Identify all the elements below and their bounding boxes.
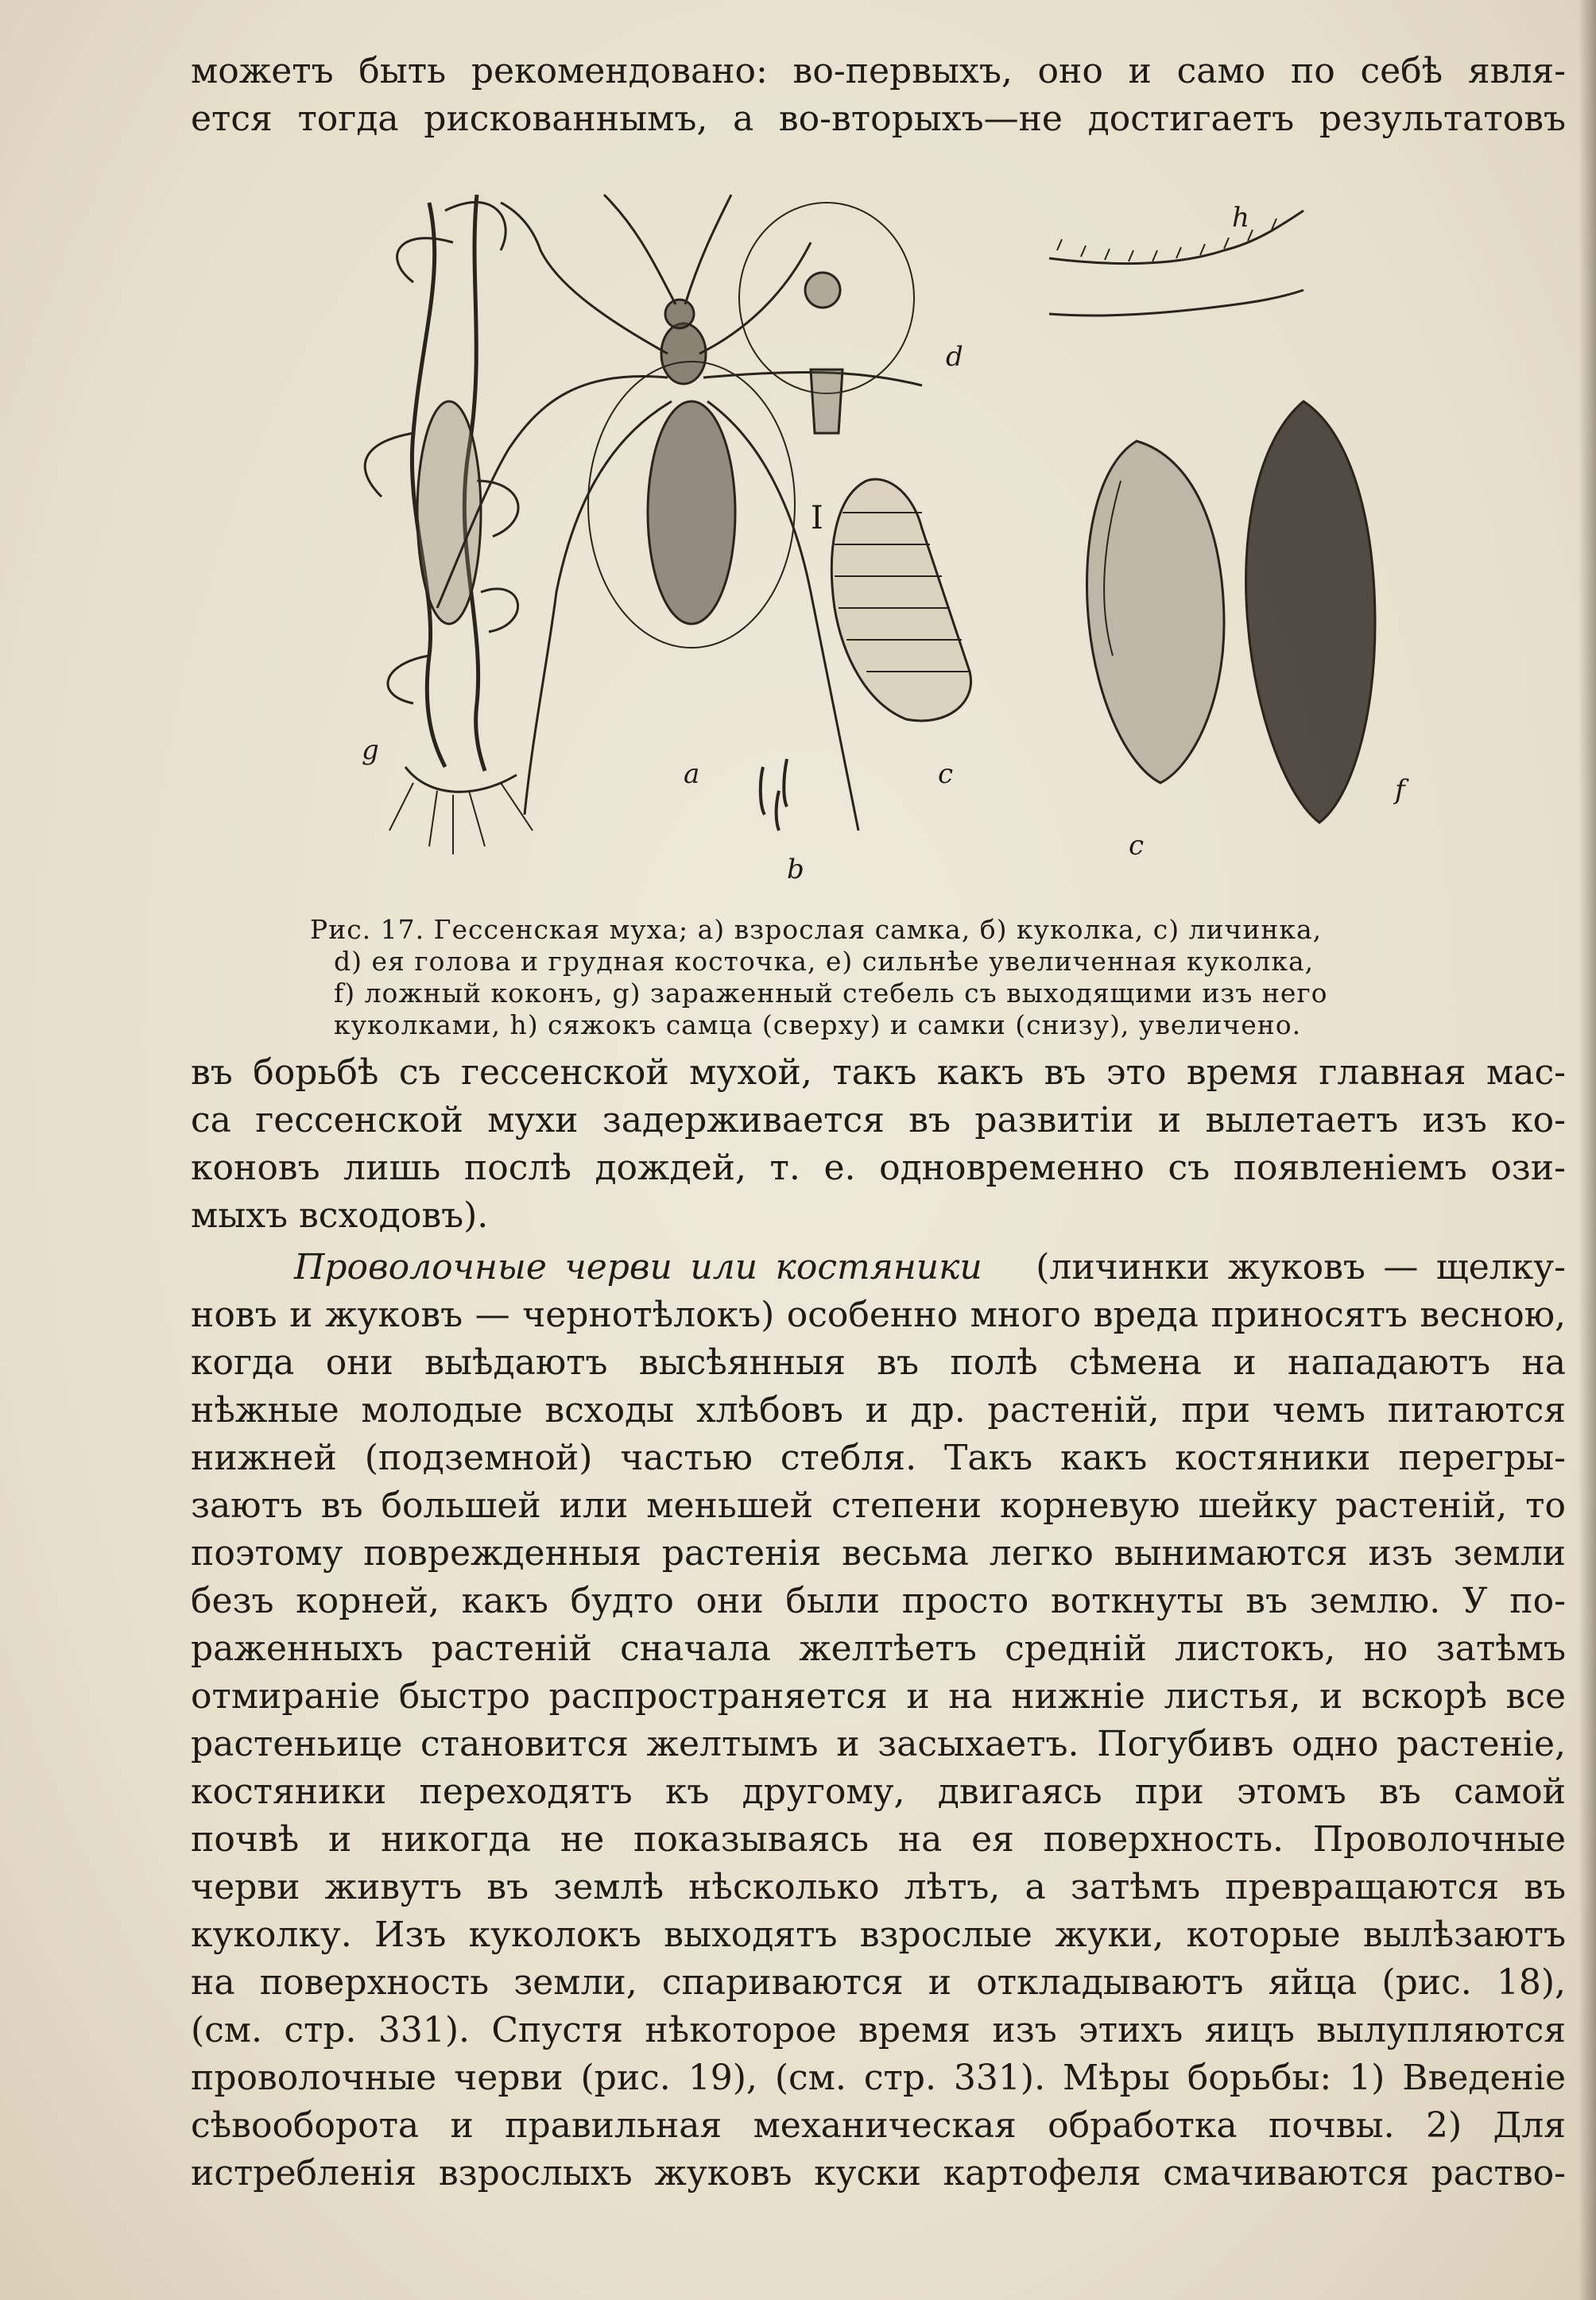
text-line: нѣжные молодые всходы хлѣбовъ и др. растеній, при чемъ питаются — [191, 1390, 1566, 1431]
text-line: безъ корней, какъ будто они были просто воткнуты въ землю. У по- — [191, 1581, 1566, 1621]
text-line: истребленія взрослыхъ жуковъ куски картофеля смачиваются раство- — [191, 2153, 1566, 2194]
book-spine-shadow — [1579, 0, 1596, 2300]
text-line: нижней (подземной) частью стебля. Такъ какъ костяники перегры- — [191, 1438, 1566, 1478]
figure-label-b: b — [787, 854, 804, 885]
caption-line: куколками, h) сяжокъ самца (сверху) и самки (снизу), увеличено. — [334, 1009, 1302, 1040]
figure-label-d: d — [946, 341, 963, 373]
text-line: въ борьбѣ съ гессенской мухой, такъ какъ въ это время главная мас- — [191, 1052, 1566, 1093]
figure-label-c-pupa: c — [1129, 830, 1145, 862]
body-paragraph-wireworms — [191, 1244, 1566, 2197]
text-line: сѣвооборота и правильная механическая обработка почвы. 2) Для — [191, 2105, 1566, 2146]
figure-label-f: f — [1395, 774, 1405, 806]
text-line: растеньице становится желтымъ и засыхаетъ. Погубивъ одно растеніе, — [191, 1724, 1566, 1764]
text-line: поэтому поврежденныя растенія весьма легко вынимаются изъ земли — [191, 1533, 1566, 1574]
text-line: костяники переходятъ къ другому, двигаясь при этомъ въ самой — [191, 1771, 1566, 1812]
figure-label-h: h — [1232, 202, 1249, 234]
paragraph-first-line — [191, 1244, 1566, 1291]
text-line: можетъ быть рекомендовано: во-первыхъ, оно и само по себѣ явля- — [191, 51, 1566, 91]
section-title: Проволочные черви или костяники — [294, 1247, 982, 1287]
figure-label-g: g — [362, 734, 379, 766]
text-line: са гессенской мухи задерживается въ развитіи и вылетаетъ изъ ко- — [191, 1100, 1566, 1140]
text-line: отмираніе быстро распространяется и на нижніе листья, и вскорѣ все — [191, 1676, 1566, 1717]
text-line: новъ и жуковъ — чернотѣлокъ) особенно много вреда приносятъ весною, — [191, 1295, 1566, 1335]
text-line: (см. стр. 331). Спустя нѣкоторое время изъ этихъ яицъ вылупляются — [191, 2010, 1566, 2050]
top-paragraph — [191, 48, 1566, 143]
figure-label-c-larva: c — [938, 758, 954, 790]
caption-line: f) ложный коконъ, g) зараженный стебель съ выходящими изъ него — [334, 978, 1328, 1009]
figure-scale-mark: I — [811, 500, 823, 536]
text-line: когда они выѣдаютъ высѣянныя въ полѣ сѣмена и нападаютъ на — [191, 1342, 1566, 1383]
caption-line: d) ея голова и грудная косточка, е) сильнѣе увеличенная куколка, — [334, 946, 1315, 977]
caption-line: Рис. 17. Гессенская муха; а) взрослая самка, б) куколка, с) личинка, — [310, 914, 1323, 945]
text-line: ется тогда рискованнымъ, а во-вторыхъ—не достигаетъ результатовъ — [191, 99, 1566, 139]
figure-illustration — [318, 179, 1494, 910]
text-line: почвѣ и никогда не показываясь на ея поверхность. Проволочные — [191, 1819, 1566, 1860]
text-line: черви живутъ въ землѣ нѣсколько лѣтъ, а затѣмъ превращаются въ — [191, 1867, 1566, 1907]
hessian-fly-drawing — [318, 179, 1494, 910]
text-line: коновъ лишь послѣ дождей, т. е. одновременно съ появленіемъ ози- — [191, 1148, 1566, 1188]
figure-caption — [310, 914, 1470, 1041]
body-paragraph-1 — [191, 1049, 1566, 1240]
figure-label-a: a — [684, 758, 700, 790]
text-line: проволочные черви (рис. 19), (см. стр. 331). Мѣры борьбы: 1) Введеніе — [191, 2058, 1566, 2098]
text-line: заютъ въ большей или меньшей степени корневую шейку растеній, то — [191, 1485, 1566, 1526]
text-line: куколку. Изъ куколокъ выходятъ взрослые жуки, которые вылѣзаютъ — [191, 1915, 1566, 1955]
text-fragment: (личинки жуковъ — щелку- — [1036, 1247, 1566, 1287]
text-line: мыхъ всходовъ). — [191, 1195, 489, 1236]
text-line: раженныхъ растеній сначала желтѣетъ средній листокъ, но затѣмъ — [191, 1628, 1566, 1669]
text-line: на поверхность земли, спариваются и откладываютъ яйца (рис. 18), — [191, 1962, 1566, 2003]
